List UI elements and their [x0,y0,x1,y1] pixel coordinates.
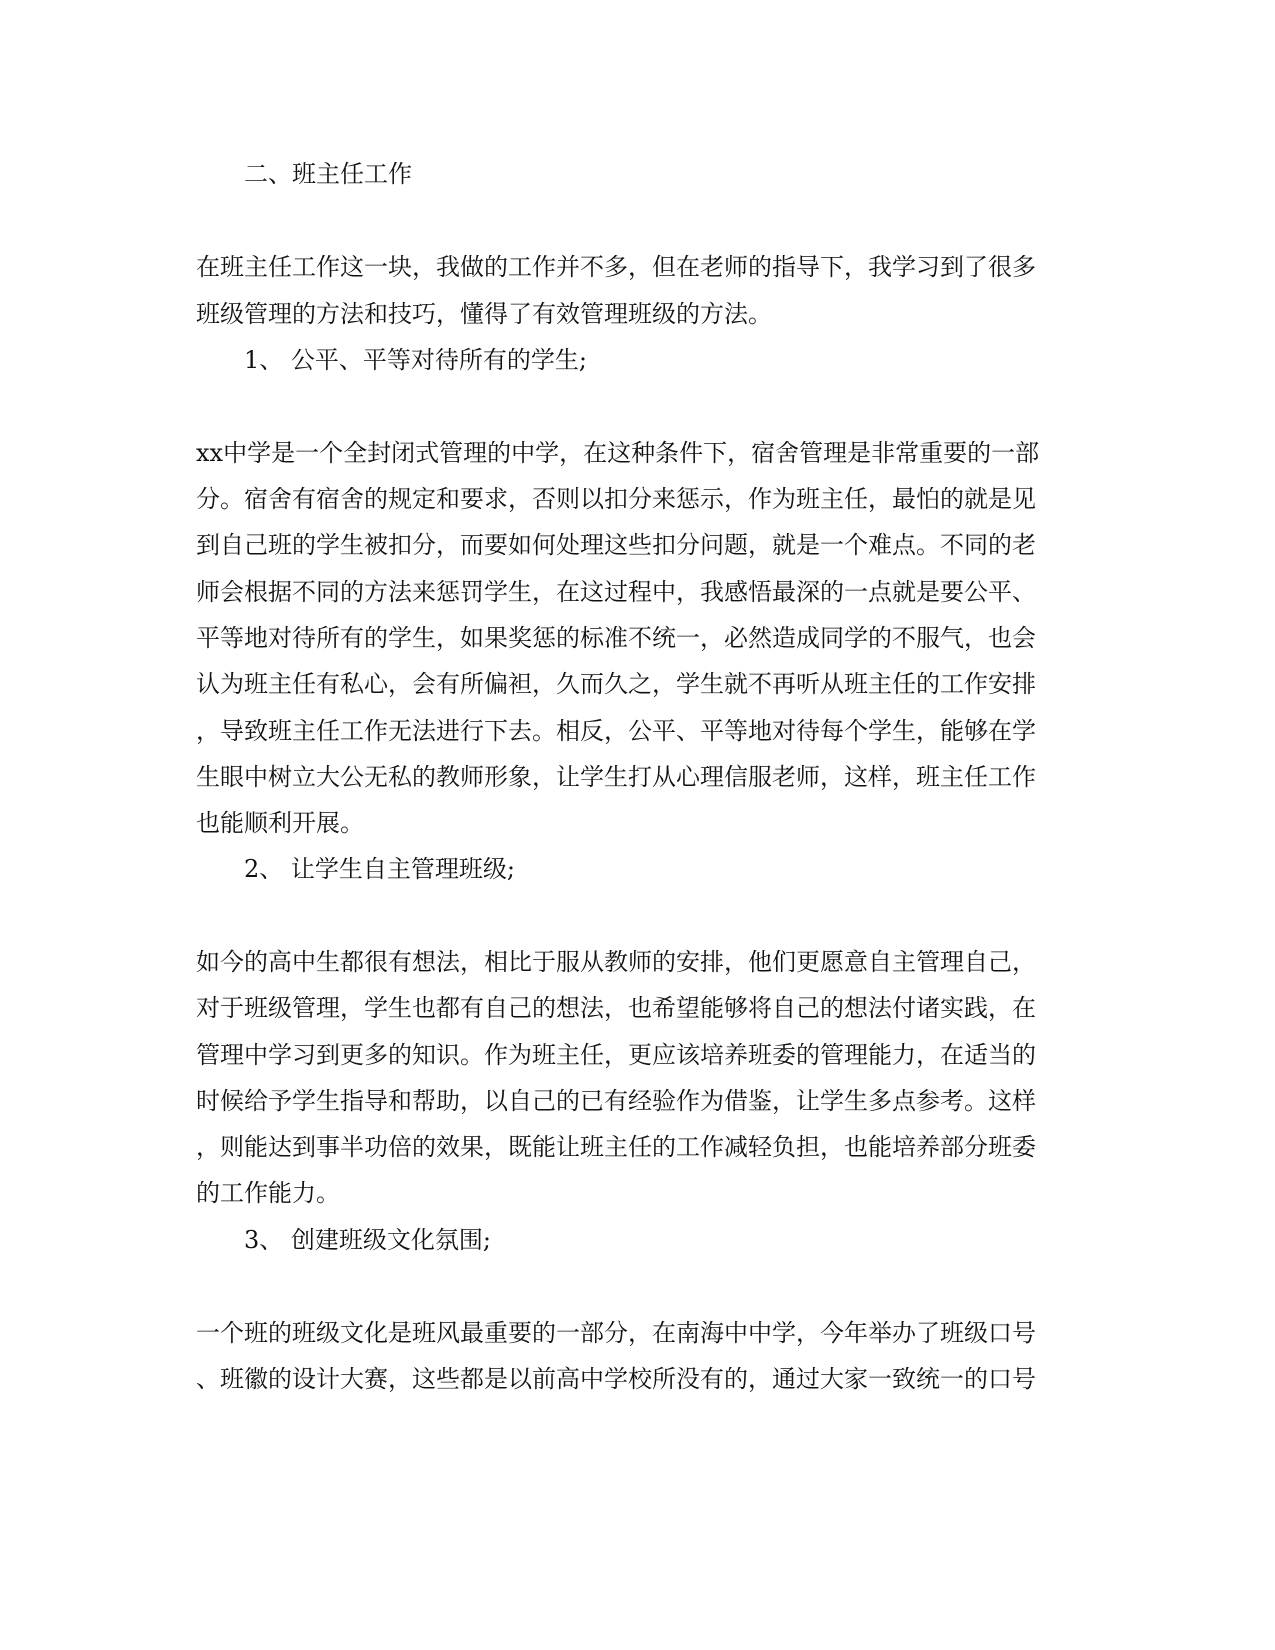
item-heading-2: 2、 让学生自主管理班级; [244,855,515,883]
paragraph-line: 认为班主任有私心，会有所偏袒，久而久之，学生就不再听从班主任的工作安排 [196,670,1036,698]
paragraph-line: 生眼中树立大公无私的教师形象，让学生打从心理信服老师，这样，班主任工作 [196,763,1036,791]
paragraph-line: 分。宿舍有宿舍的规定和要求，否则以扣分来惩示，作为班主任，最怕的就是见 [196,485,1036,513]
paragraph-line: 对于班级管理，学生也都有自己的想法，也希望能够将自己的想法付诸实践，在 [196,994,1036,1022]
paragraph-line: 平等地对待所有的学生，如果奖惩的标准不统一，必然造成同学的不服气，也会 [196,624,1036,652]
intro-line: 在班主任工作这一块，我做的工作并不多，但在老师的指导下，我学习到了很多 [196,253,1036,281]
paragraph-line: 管理中学习到更多的知识。作为班主任，更应该培养班委的管理能力，在适当的 [196,1041,1036,1069]
paragraph-line: xx中学是一个全封闭式管理的中学，在这种条件下，宿舍管理是非常重要的一部 [196,439,1040,467]
paragraph-line: 一个班的班级文化是班风最重要的一部分，在南海中中学，今年举办了班级口号 [196,1319,1036,1347]
paragraph-line: ，则能达到事半功倍的效果，既能让班主任的工作减轻负担，也能培养部分班委 [196,1133,1036,1161]
paragraph-line: 时候给予学生指导和帮助，以自己的已有经验作为借鉴，让学生多点参考。这样 [196,1087,1036,1115]
item-heading-1: 1、 公平、平等对待所有的学生; [244,346,587,374]
paragraph-line: 的工作能力。 [196,1179,340,1207]
section-heading: 二、班主任工作 [244,160,412,188]
paragraph-line: 到自己班的学生被扣分，而要如何处理这些扣分问题，就是一个难点。不同的老 [196,531,1036,559]
paragraph-line: ，导致班主任工作无法进行下去。相反，公平、平等地对待每个学生，能够在学 [196,717,1036,745]
paragraph-line: 如今的高中生都很有想法，相比于服从教师的安排，他们更愿意自主管理自己， [196,948,1036,976]
item-heading-3: 3、 创建班级文化氛围; [244,1226,491,1254]
paragraph-line: 师会根据不同的方法来惩罚学生，在这过程中，我感悟最深的一点就是要公平、 [196,578,1036,606]
paragraph-line: 也能顺利开展。 [196,809,364,837]
paragraph-line: 、班徽的设计大赛，这些都是以前高中学校所没有的，通过大家一致统一的口号 [196,1365,1036,1393]
intro-line: 班级管理的方法和技巧，懂得了有效管理班级的方法。 [196,300,772,328]
